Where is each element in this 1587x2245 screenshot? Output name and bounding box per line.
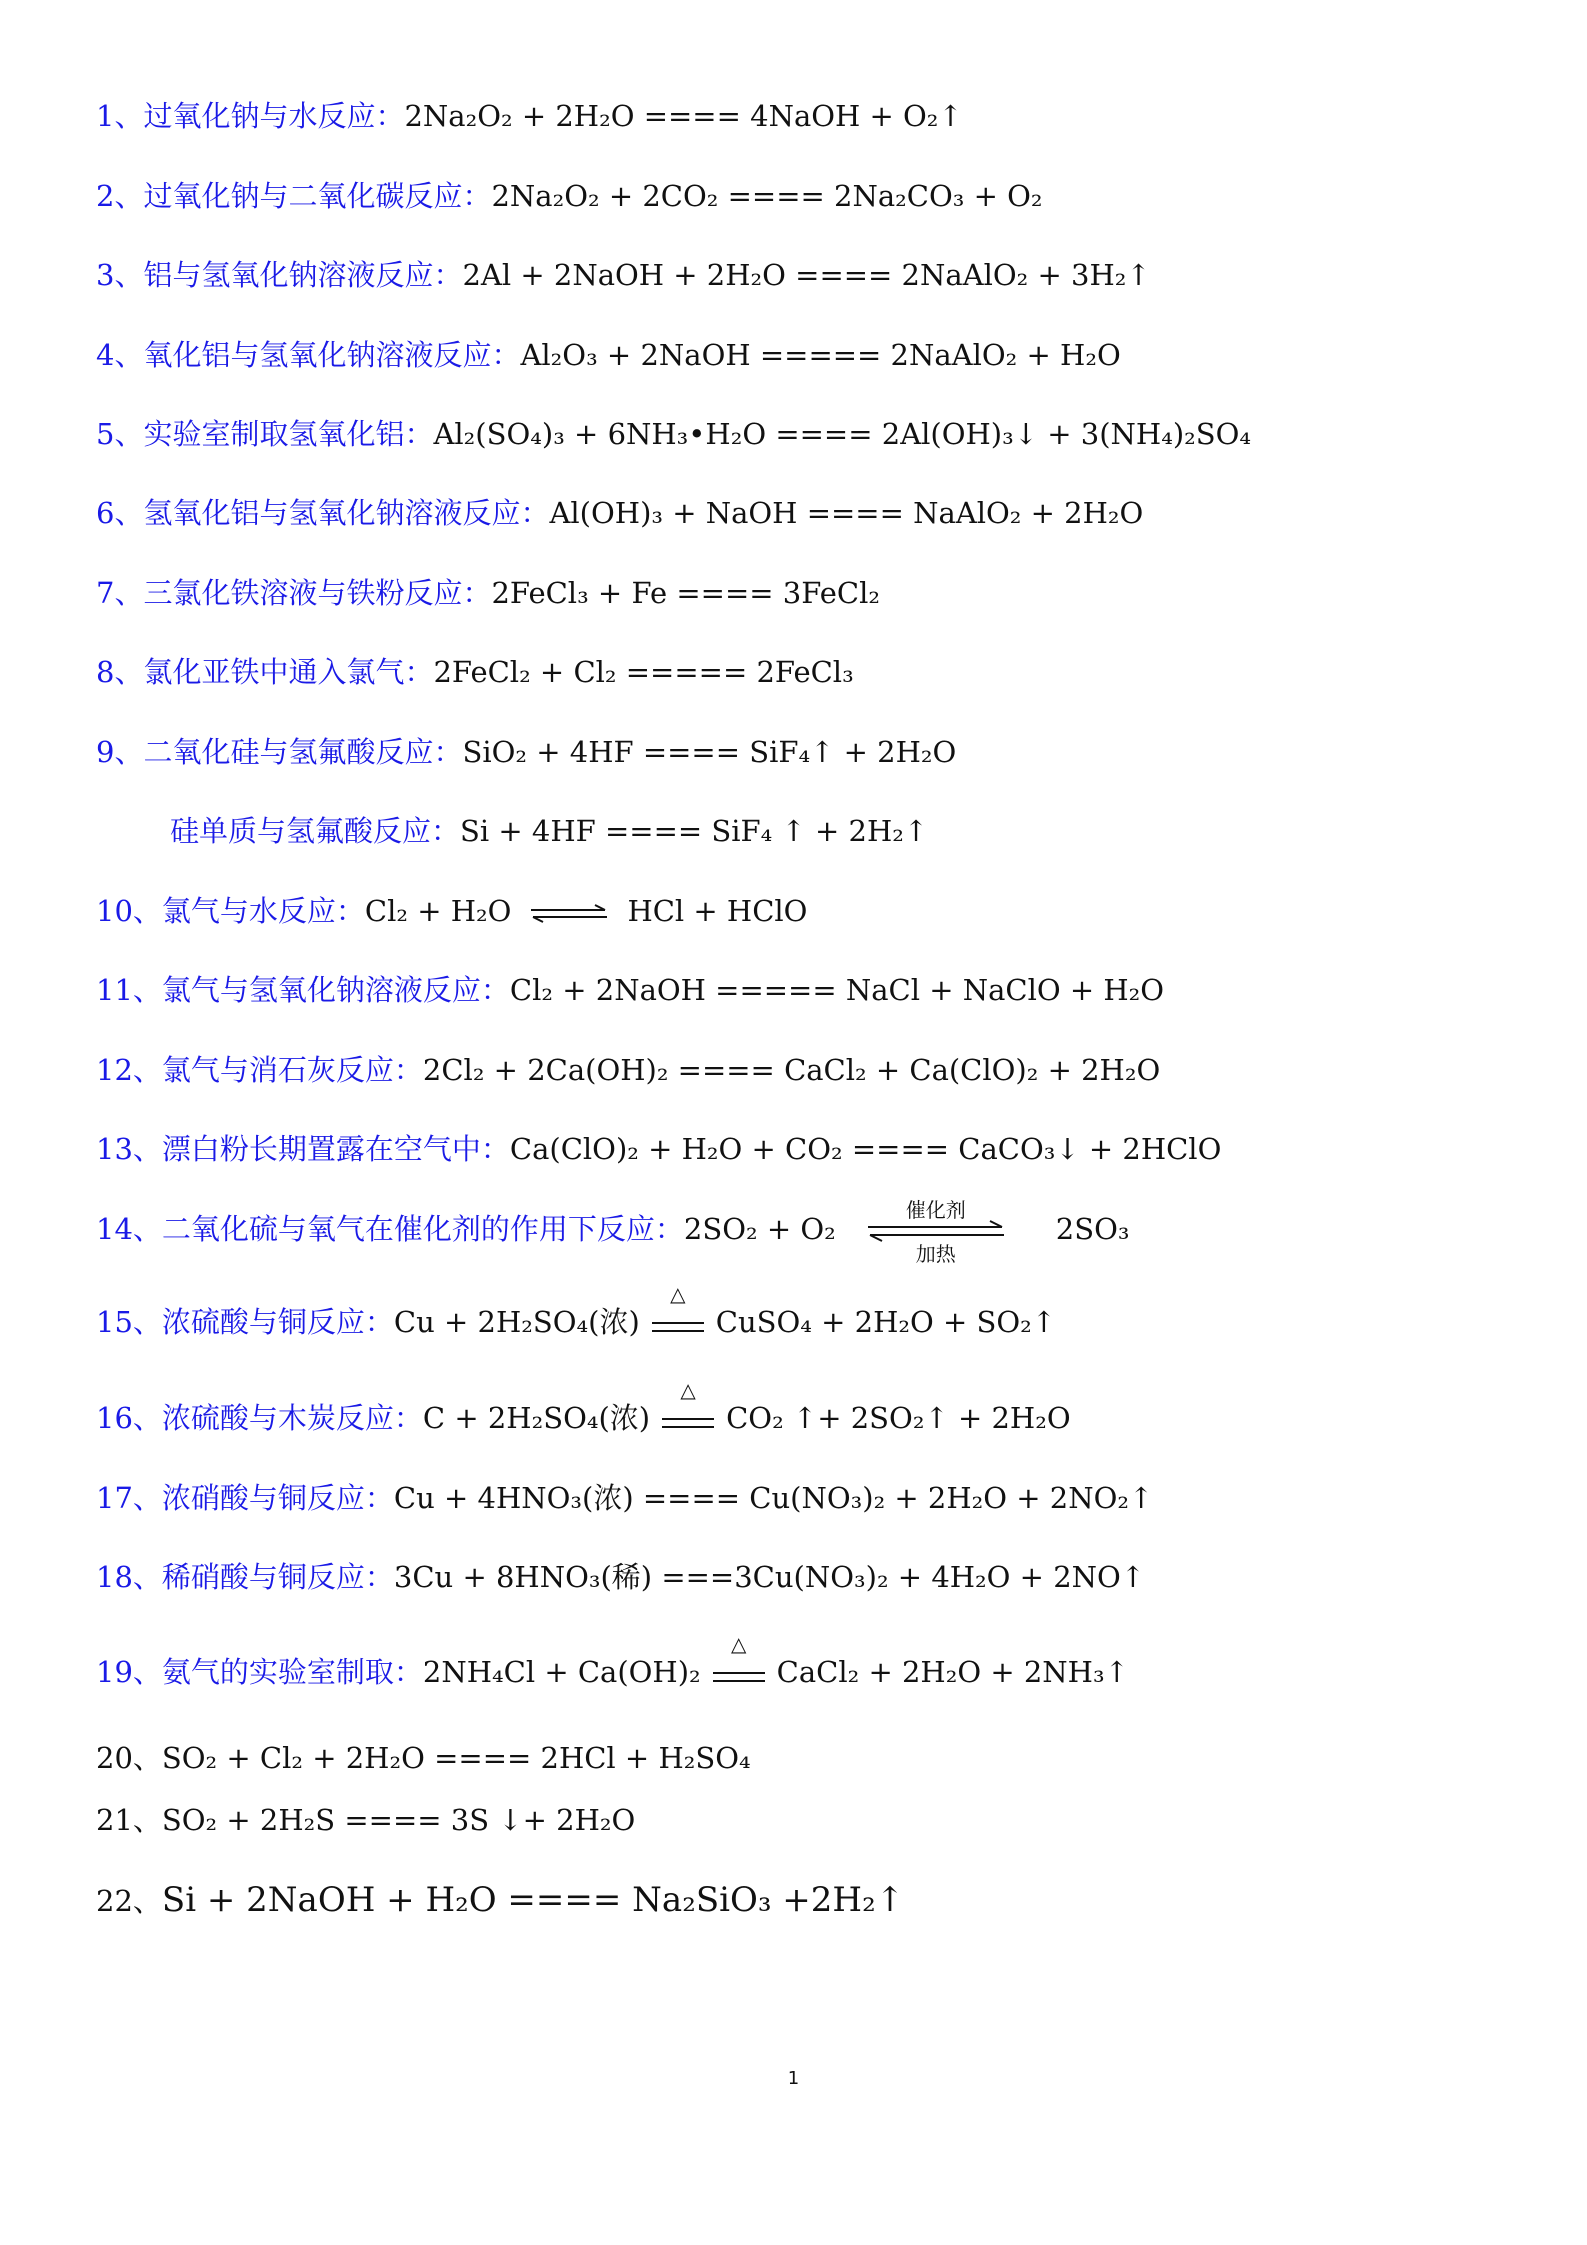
- equation-right: CO₂ ↑+ 2SO₂↑ + 2H₂O: [726, 1401, 1071, 1435]
- equation: SO₂ + Cl₂ + 2H₂O ==== 2HCl + H₂SO₄: [161, 1741, 751, 1775]
- reaction-label: 二氧化硅与氢氟酸反应：: [143, 735, 463, 769]
- equation-line-18: [96, 1557, 1145, 1597]
- heat-condition-icon: △: [730, 1632, 747, 1656]
- equation: Al(OH)₃ + NaOH ==== NaAlO₂ + 2H₂O: [549, 496, 1144, 530]
- equation-right: CuSO₄ + 2H₂O + SO₂↑: [715, 1305, 1057, 1339]
- item-number: 2、: [96, 179, 144, 213]
- equation-line-17: [96, 1478, 1153, 1518]
- item-number: 8、: [96, 655, 144, 689]
- item-number: 18、: [96, 1560, 162, 1594]
- equation-line-1: [96, 96, 963, 136]
- equation-left: 2SO₂ + O₂: [683, 1212, 836, 1246]
- reaction-label: 铝与氢氧化钠溶液反应：: [143, 258, 463, 292]
- equation: 2Na₂O₂ + 2H₂O ==== 4NaOH + O₂↑: [404, 99, 963, 133]
- reaction-label: 氯气与氢氧化钠溶液反应：: [161, 973, 510, 1007]
- reaction-label: 浓硫酸与木炭反应：: [161, 1401, 423, 1435]
- item-number: 19、: [96, 1655, 162, 1689]
- equation: 2Al + 2NaOH + 2H₂O ==== 2NaAlO₂ + 3H₂↑: [462, 258, 1151, 292]
- equation: 2Cl₂ + 2Ca(OH)₂ ==== CaCl₂ + Ca(ClO)₂ + 2H₂O: [422, 1053, 1161, 1087]
- item-number: 4、: [96, 338, 144, 372]
- item-number: 16、: [96, 1401, 162, 1435]
- item-number: 22、: [96, 1884, 162, 1918]
- equation-line-14: [96, 1198, 1130, 1266]
- equation: Al₂(SO₄)₃ + 6NH₃•H₂O ==== 2Al(OH)₃↓ + 3(NH₄)₂SO₄: [433, 417, 1252, 451]
- equation-line-11: [96, 970, 1164, 1010]
- equation-line-13: [96, 1129, 1221, 1169]
- equation: 2Na₂O₂ + 2CO₂ ==== 2Na₂CO₃ + O₂: [491, 179, 1043, 213]
- reaction-label: 氧化铝与氢氧化钠溶液反应：: [143, 338, 521, 372]
- condition-top: 催化剂: [905, 1198, 966, 1222]
- equation-line-15: [96, 1282, 1057, 1344]
- item-number: 15、: [96, 1305, 162, 1339]
- item-number: 6、: [96, 496, 144, 530]
- item-number: 7、: [96, 576, 144, 610]
- equation-left: 2NH₄Cl + Ca(OH)₂: [422, 1655, 701, 1689]
- equation-line-12: [96, 1050, 1160, 1090]
- reaction-label: 过氧化钠与水反应：: [143, 99, 405, 133]
- equation-left: C + 2H₂SO₄(浓): [422, 1401, 651, 1435]
- equation-line-9: [96, 732, 956, 772]
- reaction-label: 二氧化硫与氧气在催化剂的作用下反应：: [161, 1212, 684, 1246]
- equation-line-19: [96, 1632, 1129, 1694]
- equation: Cu + 4HNO₃(浓) ==== Cu(NO₃)₂ + 2H₂O + 2NO₂↑: [393, 1481, 1154, 1515]
- equation-line-4: [96, 335, 1121, 375]
- equation: Si + 2NaOH + H₂O ==== Na₂SiO₃ +2H₂↑: [161, 1880, 905, 1920]
- item-number: 1、: [96, 99, 144, 133]
- page-number: 1: [787, 2068, 800, 2089]
- item-number: 11、: [96, 973, 162, 1007]
- reaction-label: 浓硫酸与铜反应：: [161, 1305, 394, 1339]
- item-number: 10、: [96, 894, 162, 928]
- reaction-label: 氨气的实验室制取：: [161, 1655, 423, 1689]
- equation-left: Cu + 2H₂SO₄(浓): [393, 1305, 640, 1339]
- reversible-arrow-icon: [529, 903, 609, 923]
- reaction-label: 过氧化钠与二氧化碳反应：: [143, 179, 492, 213]
- equation-right: 2SO₃: [1055, 1212, 1130, 1246]
- equation-right: CaCl₂ + 2H₂O + 2NH₃↑: [776, 1655, 1129, 1689]
- reaction-label: 氯化亚铁中通入氯气：: [143, 655, 434, 689]
- equation-line-21: [96, 1800, 635, 1840]
- equation: SO₂ + 2H₂S ==== 3S ↓+ 2H₂O: [161, 1803, 636, 1837]
- equation: 3Cu + 8HNO₃(稀) ===3Cu(NO₃)₂ + 4H₂O + 2NO↑: [393, 1560, 1146, 1594]
- equation: Cl₂ + 2NaOH ===== NaCl + NaClO + H₂O: [509, 973, 1165, 1007]
- item-number: 5、: [96, 417, 144, 451]
- reaction-label: 浓硝酸与铜反应：: [161, 1481, 394, 1515]
- equation-line-5: [96, 414, 1251, 454]
- equation: SiO₂ + 4HF ==== SiF₄↑ + 2H₂O: [462, 735, 957, 769]
- reaction-label: 氢氧化铝与氢氧化钠溶液反应：: [143, 496, 550, 530]
- equation-line-7: [96, 573, 880, 613]
- equation-line-8: [96, 652, 854, 692]
- heat-condition-icon: △: [680, 1378, 696, 1402]
- equation-line-10: [96, 891, 807, 931]
- equation-line-16: [96, 1378, 1071, 1440]
- equation-right: HCl + HClO: [627, 894, 808, 928]
- item-number: 21、: [96, 1803, 162, 1837]
- equation-line-22: [96, 1880, 904, 1921]
- equation: Al₂O₃ + 2NaOH ===== 2NaAlO₂ + H₂O: [520, 338, 1121, 372]
- item-number: 3、: [96, 258, 144, 292]
- equation-line-20: [96, 1738, 751, 1778]
- item-number: 14、: [96, 1212, 162, 1246]
- reaction-label: 稀硝酸与铜反应：: [161, 1560, 394, 1594]
- equation: 2FeCl₂ + Cl₂ ===== 2FeCl₃: [433, 655, 854, 689]
- item-number: 20、: [96, 1741, 162, 1775]
- reaction-label: 硅单质与氢氟酸反应：: [170, 814, 461, 848]
- equation: Si + 4HF ==== SiF₄ ↑ + 2H₂↑: [460, 814, 929, 848]
- reaction-label: 实验室制取氢氧化铝：: [143, 417, 434, 451]
- item-number: 9、: [96, 735, 144, 769]
- equation-left: Cl₂ + H₂O: [364, 894, 512, 928]
- reaction-label: 氯气与消石灰反应：: [161, 1053, 423, 1087]
- reaction-label: 三氯化铁溶液与铁粉反应：: [143, 576, 492, 610]
- item-number: 13、: [96, 1132, 162, 1166]
- equation-line-6: [96, 493, 1143, 533]
- item-number: 12、: [96, 1053, 162, 1087]
- reaction-label: 氯气与水反应：: [161, 894, 365, 928]
- condition-bottom: 加热: [915, 1242, 956, 1266]
- item-number: 17、: [96, 1481, 162, 1515]
- heat-condition-icon: △: [670, 1282, 686, 1306]
- equation: Ca(ClO)₂ + H₂O + CO₂ ==== CaCO₃↓ + 2HClO: [509, 1132, 1222, 1166]
- equation-line-3: [96, 255, 1151, 295]
- catalyst-reversible-arrow: [866, 1198, 1006, 1266]
- equation-line-2: [96, 176, 1042, 216]
- reaction-label: 漂白粉长期置露在空气中：: [161, 1132, 510, 1166]
- equation: 2FeCl₃ + Fe ==== 3FeCl₂: [491, 576, 881, 610]
- equation-line-9b: [170, 811, 928, 851]
